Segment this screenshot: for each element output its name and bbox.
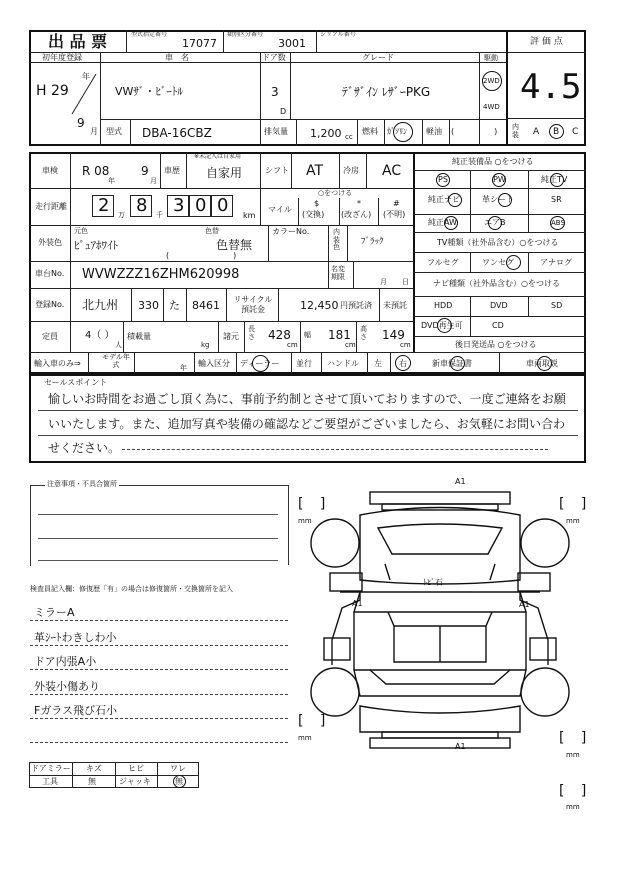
first-reg-label: 初年度登録 bbox=[42, 53, 82, 62]
inspector-label: 検査員記入欄：修復歴「有」の場合は修復箇所・交換箇所を記入 bbox=[30, 585, 233, 593]
acc-tools: 工具 bbox=[42, 777, 58, 786]
inspection-value: R 08 bbox=[82, 164, 110, 178]
tread-bracket-fl: [ ] bbox=[298, 496, 332, 512]
doors-label: ドア数 bbox=[262, 53, 286, 62]
sales-line-3: せください。 bbox=[48, 441, 121, 455]
model-year-unit: 年 bbox=[180, 364, 187, 372]
equip-genuine-navi: 純正ナビ bbox=[428, 195, 460, 204]
mileage-mile: マイル bbox=[268, 205, 292, 214]
rating-score: 4.5 bbox=[520, 67, 582, 107]
inspection-year-unit: 年 bbox=[108, 177, 115, 185]
genuine-header: 純正装備品 ○をつける bbox=[452, 157, 534, 166]
dims-label: 諸元 bbox=[223, 332, 239, 341]
first-reg-era: H 29 bbox=[36, 83, 69, 99]
tread-bracket-rr: [ ] bbox=[559, 730, 593, 746]
caution-bracket bbox=[30, 485, 289, 566]
import-parallel: 並行 bbox=[296, 359, 312, 368]
plate-number: 8461 bbox=[192, 299, 220, 312]
later-header: 後日発送品 ○をつける bbox=[455, 340, 537, 349]
tread-bracket-rl: [ ] bbox=[298, 713, 332, 729]
name-change-day: 日 bbox=[402, 278, 409, 286]
note-item-2: 革ｼｰﾄわきしわ小 bbox=[34, 631, 117, 644]
equip-abs: ABS bbox=[551, 219, 565, 227]
orig-color-label: 元色 bbox=[74, 227, 88, 235]
diagram-a1-right: A1 bbox=[519, 600, 530, 609]
load-unit: kg bbox=[201, 341, 210, 349]
class-no: 3001 bbox=[278, 37, 306, 50]
capacity-value: 4（ ） bbox=[85, 330, 115, 341]
plate-kana: た bbox=[169, 299, 180, 312]
capacity-label: 定員 bbox=[42, 332, 58, 341]
note-item-3: ドア内張A小 bbox=[34, 655, 97, 668]
shift-label: シフト bbox=[265, 166, 289, 175]
model-year-label: モデル年式 bbox=[102, 353, 130, 369]
tv-header: TV種類（社外品含む）○をつける bbox=[437, 238, 559, 247]
mileage-unknown: (不明) bbox=[383, 210, 406, 219]
name-change-month: 月 bbox=[380, 278, 387, 286]
mileage-altered-sym: * bbox=[357, 199, 361, 208]
handle-left: 左 bbox=[374, 359, 382, 368]
plate-label: 登録No. bbox=[35, 300, 65, 309]
tread-mm-spare: mm bbox=[566, 803, 580, 811]
drive-4wd: 4WD bbox=[483, 103, 500, 111]
load-label: 積載量 bbox=[127, 332, 151, 341]
acc-scratch: キズ bbox=[86, 764, 102, 773]
handle-label: ハンドル bbox=[327, 359, 359, 368]
width-value: 181 bbox=[328, 328, 351, 342]
recycle-label: リサイクル預託金 bbox=[233, 295, 273, 314]
diagram-tobi-ishi: ﾄﾋﾞ石 bbox=[423, 578, 443, 587]
navi-header: ナビ種類（社外品含む）○をつける bbox=[433, 279, 560, 288]
height-value: 149 bbox=[382, 328, 405, 342]
inspection-label: 車検 bbox=[42, 166, 58, 175]
capacity-unit: 人 bbox=[115, 341, 122, 349]
tread-mm-fl: mm bbox=[298, 517, 312, 525]
equip-ps: PS bbox=[438, 175, 448, 184]
tv-analog: アナログ bbox=[540, 258, 572, 267]
mileage-digit-1: 2 bbox=[98, 195, 110, 216]
mileage-digit-4: 0 bbox=[195, 195, 207, 216]
mileage-digit-3: 3 bbox=[173, 195, 185, 216]
fuel-paren: ( ) bbox=[451, 127, 498, 136]
tread-mm-rl: mm bbox=[298, 734, 312, 742]
navi-cd: CD bbox=[492, 321, 504, 330]
acc-jack: ジャッキ bbox=[119, 777, 151, 786]
width-unit: cm bbox=[345, 341, 356, 349]
interior-label: 内装 bbox=[512, 123, 519, 139]
color-paren: ( ) bbox=[166, 251, 237, 260]
import-type-label: 輸入区分 bbox=[198, 359, 230, 368]
form-title: 出 品 票 bbox=[48, 32, 108, 51]
equip-pw: PW bbox=[493, 175, 506, 184]
tread-mm-rr: mm bbox=[566, 751, 580, 759]
length-unit: cm bbox=[287, 341, 298, 349]
grade-label: グレード bbox=[362, 53, 394, 62]
equip-genuine-tv: 純正TV bbox=[541, 175, 568, 184]
plate-area: 北九州 bbox=[82, 298, 119, 312]
navi-dvd-play: DVD再生可 bbox=[421, 321, 463, 330]
tread-mm-fr: mm bbox=[566, 517, 580, 525]
doors-value: 3 bbox=[271, 85, 279, 99]
length-label: 長さ bbox=[248, 325, 255, 341]
model-value: DBA-16CBZ bbox=[142, 126, 212, 140]
color-label: 外装色 bbox=[38, 238, 62, 247]
color-change-label: 色替 bbox=[205, 227, 219, 235]
diagram-a1-left: A1 bbox=[352, 599, 363, 608]
orig-color: ﾋﾟｭｱﾎﾜｲﾄ bbox=[74, 239, 118, 252]
tread-bracket-fr: [ ] bbox=[559, 496, 593, 512]
note-item-4: 外装小傷あり bbox=[34, 680, 100, 693]
new-car-warranty: 新車保証書 bbox=[432, 359, 472, 368]
class-no-label: 類別区分番号 bbox=[227, 31, 264, 38]
sales-line-2: いいたします。また、追加写真や装備の確認などご要望がございましたら、お気軽にお問い合わ bbox=[48, 417, 566, 431]
history-label: 車歴 bbox=[164, 166, 180, 175]
recycle-amount: 12,450 bbox=[300, 299, 339, 312]
equip-airbag: エアB bbox=[484, 218, 506, 227]
equip-genuine-aw: 純正AW bbox=[428, 218, 457, 227]
recycle-unpaid: 未預託 bbox=[383, 301, 407, 310]
diagram-a1-bottom: A1 bbox=[455, 742, 466, 751]
note-item-5: Fガラス飛び石小 bbox=[34, 704, 117, 717]
manual: 車両取説 bbox=[526, 359, 558, 368]
height-label: 高さ bbox=[360, 325, 367, 341]
inspection-month-unit: 月 bbox=[150, 177, 157, 185]
fuel-label: 燃料 bbox=[362, 127, 378, 136]
rating-label: 評 価 点 bbox=[530, 37, 563, 47]
mileage-unit: km bbox=[243, 211, 256, 220]
car-diagram bbox=[290, 470, 593, 810]
history-value: 自家用 bbox=[206, 166, 243, 180]
mileage-digit-2: 8 bbox=[136, 195, 148, 216]
navi-hdd: HDD bbox=[434, 301, 453, 310]
car-name: VWｻﾞ・ﾋﾞｰﾄﾙ bbox=[115, 85, 183, 98]
mileage-swap-sym: $ bbox=[314, 199, 320, 208]
interior-c: C bbox=[572, 127, 579, 137]
mileage-note: ○をつける bbox=[318, 189, 353, 197]
navi-dvd: DVD bbox=[490, 301, 508, 310]
mileage-sen: 千 bbox=[156, 211, 163, 219]
tread-bracket-spare: [ ] bbox=[559, 783, 593, 799]
vin-value: WVWZZZ16ZHM620998 bbox=[82, 267, 240, 282]
equip-sr: SR bbox=[551, 195, 562, 204]
mileage-unknown-sym: # bbox=[393, 199, 400, 208]
tv-oneseg: ワンセグ bbox=[482, 258, 514, 267]
car-name-label: 車 名 bbox=[165, 53, 189, 62]
color-change: 色替無 bbox=[216, 238, 253, 252]
history-note: ※未記入は自家用 bbox=[194, 153, 242, 160]
type-no-label: 型式指定番号 bbox=[131, 31, 168, 38]
equip-leather-seat: 革シート bbox=[482, 195, 514, 204]
first-reg-month: 9 bbox=[77, 116, 85, 130]
inspection-month: 9 bbox=[141, 164, 149, 178]
interior-a: A bbox=[533, 127, 540, 137]
mileage-digit-5: 0 bbox=[217, 195, 229, 216]
serial-label: シリアル番号 bbox=[320, 31, 356, 38]
name-change-label: 名変期限 bbox=[331, 265, 345, 282]
mileage-man: 万 bbox=[118, 211, 125, 219]
color-no-label: カラーNo. bbox=[272, 227, 310, 236]
displacement-unit: cc bbox=[345, 133, 353, 141]
length-value: 428 bbox=[268, 328, 291, 342]
displacement-value: 1,200 bbox=[310, 127, 342, 140]
tv-fullseg: フルセグ bbox=[427, 258, 459, 267]
acc-crack: ヒビ bbox=[128, 764, 144, 773]
first-reg-year-unit: 年 bbox=[82, 72, 90, 81]
mileage-swap: (交換) bbox=[302, 210, 325, 219]
drive-2wd: 2WD bbox=[483, 77, 500, 85]
model-label: 型式 bbox=[106, 127, 122, 136]
note-item-1: ミラーA bbox=[34, 606, 75, 619]
import-dealer: ディーラー bbox=[240, 359, 280, 368]
plate-class: 330 bbox=[138, 299, 159, 312]
first-reg-slash bbox=[70, 72, 98, 116]
ac-label: 冷房 bbox=[343, 166, 359, 175]
handle-right: 右 bbox=[399, 359, 407, 368]
interior-b: B bbox=[553, 127, 560, 137]
drive-label: 駆動 bbox=[484, 54, 498, 62]
acc-jack-value: 無 bbox=[175, 777, 183, 786]
navi-sd: SD bbox=[551, 301, 563, 310]
doors-suffix: D bbox=[280, 107, 287, 116]
sales-line-1: 愉しいお時間をお過ごし頂く為に、事前予約制とさせて頂いておりますので、一度ご連絡をお願 bbox=[48, 392, 566, 406]
grade-value: ﾃﾞｻﾞｲﾝ ﾚｻﾞｰPKG bbox=[342, 85, 431, 99]
width-label: 幅 bbox=[304, 331, 311, 339]
vin-label: 車台No. bbox=[35, 269, 65, 278]
import-only-label: 輸入車のみ⇒ bbox=[34, 359, 81, 368]
caution-label: 注意事項・不具合箇所 bbox=[47, 480, 117, 488]
acc-tools-value: 無 bbox=[88, 777, 96, 786]
acc-door-mirror: ドアミラー bbox=[31, 764, 71, 773]
interior-color: ﾌﾞﾗｯｸ bbox=[361, 237, 384, 247]
shift-value: AT bbox=[306, 163, 324, 179]
type-no: 17077 bbox=[182, 37, 217, 50]
displacement-label: 排気量 bbox=[264, 127, 288, 136]
recycle-unit: 円預託済 bbox=[340, 301, 372, 310]
mileage-label: 走行距離 bbox=[35, 202, 67, 211]
fuel-gasoline: ｶﾞｿﾘﾝ bbox=[387, 127, 407, 136]
height-unit: cm bbox=[400, 341, 411, 349]
interior-color-label: 内装色 bbox=[333, 228, 340, 252]
sales-point-label: セールスポイント bbox=[44, 378, 108, 387]
ac-value: AC bbox=[382, 163, 402, 179]
fuel-light: 軽油 bbox=[426, 127, 442, 136]
first-reg-month-unit: 月 bbox=[90, 127, 98, 136]
diagram-a1-top: A1 bbox=[455, 477, 466, 486]
acc-break: ワレ bbox=[170, 764, 186, 773]
mileage-altered: (改ざん) bbox=[341, 210, 372, 219]
